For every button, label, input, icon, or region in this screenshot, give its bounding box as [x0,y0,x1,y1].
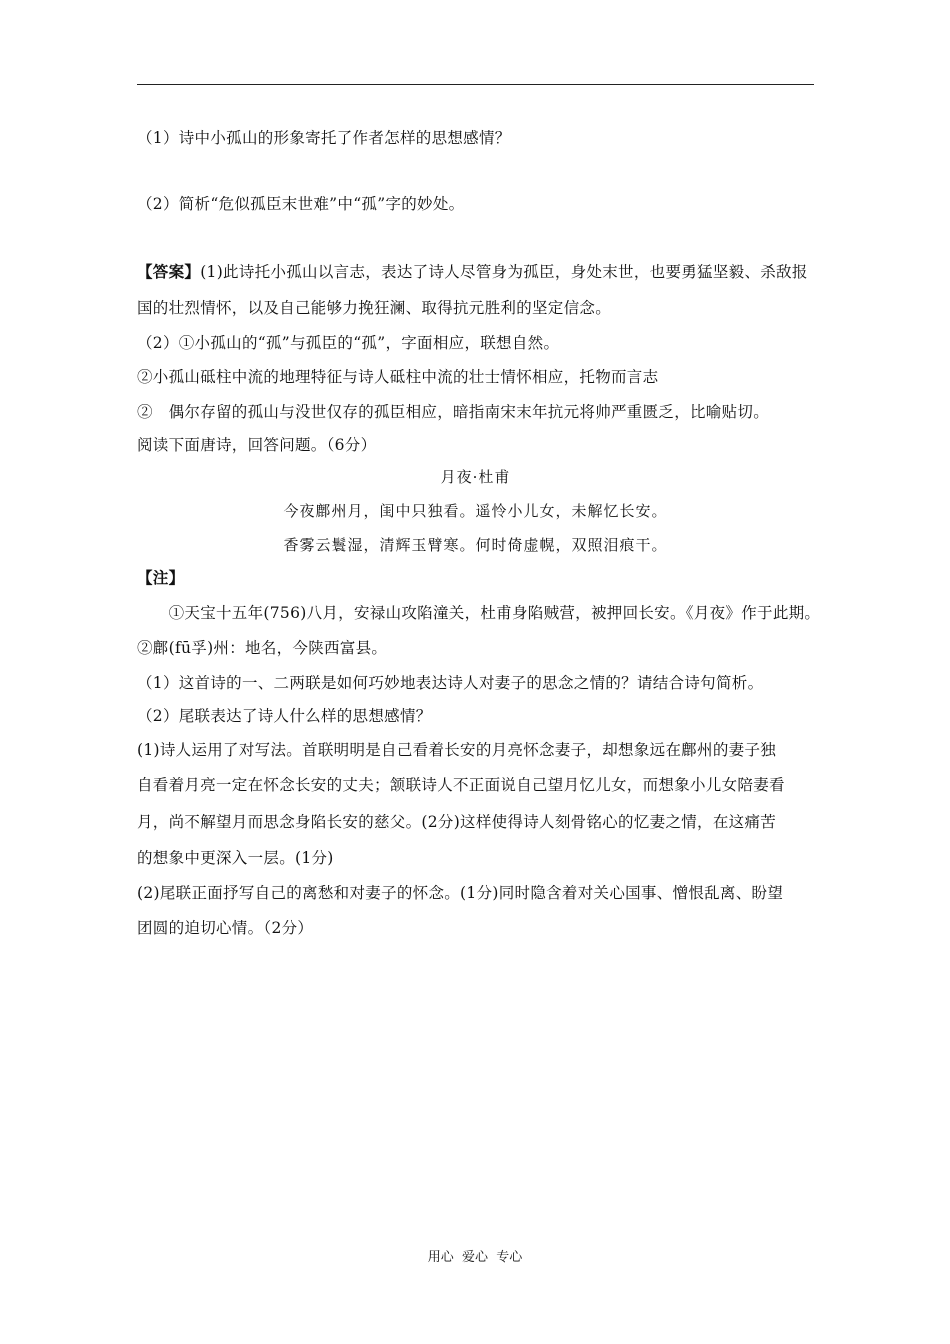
answer-1-text: (1)此诗托小孤山以言志，表达了诗人尽管身为孤臣，身处末世，也要勇猛坚毅、杀敌报 [200,263,808,281]
answer-3-line-3: 月，尚不解望月而思念身陷长安的慈父。(2分)这样使得诗人刻骨铭心的忆妻之情，在这痛苦 [137,813,777,831]
answer-3-line-2: 自看着月亮一定在怀念长安的丈夫；颔联诗人不正面说自己望月忆儿女，而想象小儿女陪妻看 [137,776,785,794]
answer-label: 【答案】 [137,262,201,281]
question-2: （2）简析“危似孤臣末世难”中“孤”字的妙处。 [137,195,465,213]
note-label: 【注】 [137,568,185,587]
reading-instruction: 阅读下面唐诗，回答问题。（6分） [137,436,377,454]
answer-4-line-1: (2)尾联正面抒写自己的离愁和对妻子的怀念。(1分)同时隐含着对关心国事、憎恨乱离、盼望 [137,884,784,902]
poem-line-1: 今夜鄜州月，闺中只独看。遥怜小儿女，未解忆长安。 [283,502,668,520]
answer-2-line-2: ②小孤山砥柱中流的地理特征与诗人砥柱中流的壮士情怀相应，托物而言志 [137,368,659,386]
answer-3-line-1: (1)诗人运用了对写法。首联明明是自己看着长安的月亮怀念妻子，却想象远在鄜州的妻子独 [137,741,777,759]
note-2: ②鄜(fū孚)州：地名，今陕西富县。 [137,639,388,657]
header-rule [137,84,814,85]
page-footer: 用心 爱心 专心 [427,1250,523,1265]
question-4: （2）尾联表达了诗人什么样的思想感情？ [137,707,432,725]
question-1: （1）诗中小孤山的形象寄托了作者怎样的思想感情？ [137,129,511,147]
answer-1-line-2: 国的壮烈情怀，以及自己能够力挽狂澜、取得抗元胜利的坚定信念。 [137,299,612,317]
poem-line-2: 香雾云鬟湿，清辉玉臂寒。何时倚虚幌，双照泪痕干。 [283,536,668,554]
answer-2-line-3: ② 偶尔存留的孤山与没世仅存的孤臣相应，暗指南宋末年抗元将帅严重匮乏，比喻贴切。 [137,403,770,421]
answer-2-line-1: （2）①小孤山的“孤”与孤臣的“孤”，字面相应，联想自然。 [137,334,560,352]
answer-1-line-1 [137,262,808,282]
poem-title: 月夜·杜甫 [440,468,511,486]
note-1: ①天宝十五年(756)八月，安禄山攻陷潼关，杜甫身陷贼营，被押回长安。《月夜》作于此期。 [137,604,821,622]
answer-4-line-2: 团圆的迫切心情。（2分） [137,919,314,937]
question-3: （1）这首诗的一、二两联是如何巧妙地表达诗人对妻子的思念之情的？请结合诗句简析。 [137,674,764,692]
answer-3-line-4: 的想象中更深入一层。(1分) [137,849,334,867]
